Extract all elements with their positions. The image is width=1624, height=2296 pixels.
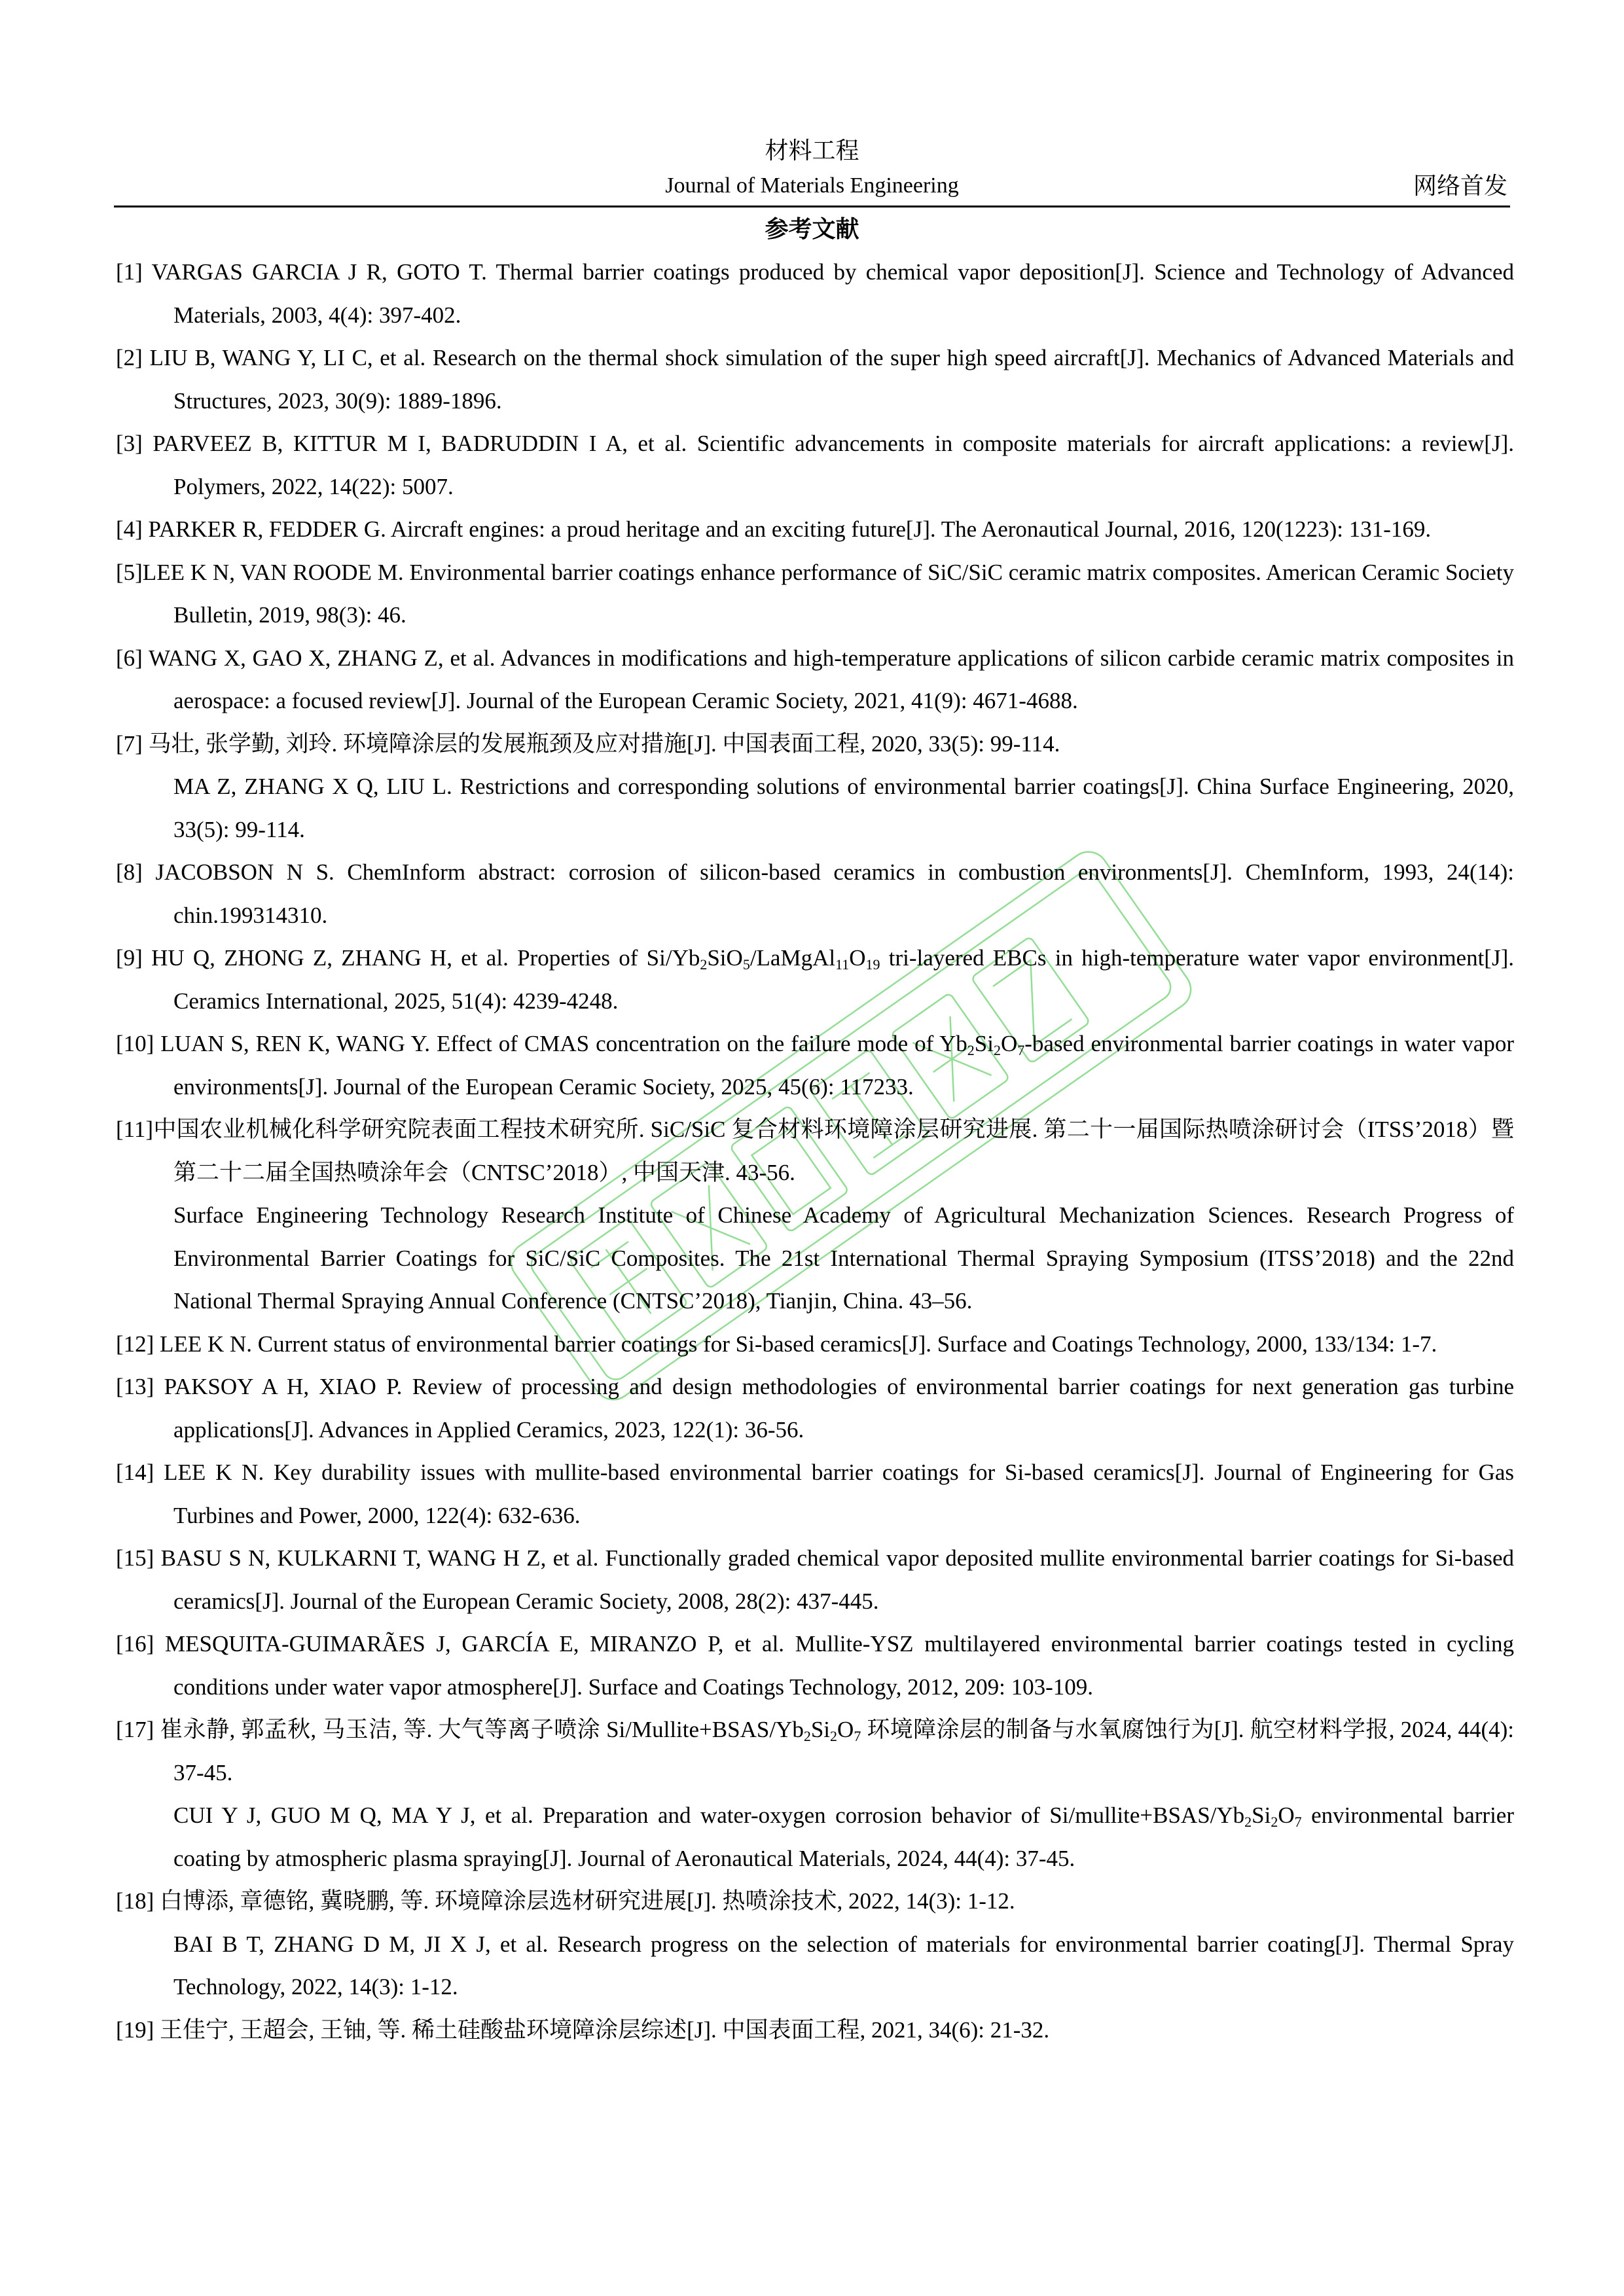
- reference-item: [116, 508, 1514, 551]
- journal-title-en: Journal of Materials Engineering: [665, 173, 959, 198]
- reference-item: [116, 851, 1514, 937]
- reference-item: [116, 1108, 1514, 1323]
- reference-item: [116, 1537, 1514, 1623]
- reference-item: [116, 937, 1514, 1022]
- reference-item: [116, 336, 1514, 422]
- reference-item: [116, 551, 1514, 637]
- reference-list: [116, 251, 1514, 2051]
- reference-text: [9] HU Q, ZHONG Z, ZHANG H, et al. Properties of $Si/Yb_2SiO_5/LaMgAl_{11}O_{19}$ tri-layered EBCs in high-temperature water vapor environment[J]. Ceramics International, 2025, 51(4): 4239-4248.: [116, 945, 1514, 1014]
- header-rule: [114, 206, 1510, 207]
- reference-item: [116, 422, 1514, 508]
- reference-item: [116, 2009, 1514, 2052]
- reference-text: [8] JACOBSON N S. ChemInform abstract: corrosion of silicon-based ceramics in combustion environments[J]. ChemInform, 1993, 24(14): chin.199314310.: [116, 859, 1514, 928]
- reference-text: [2] LIU B, WANG Y, LI C, et al. Research on the thermal shock simulation of the super high speed aircraft[J]. Mechanics of Advanced Materials and Structures, 2023, 30(9): 1889-1896.: [116, 345, 1514, 414]
- reference-text: [19] 王佳宁, 王超会, 王铀, 等. 稀土硅酸盐环境障涂层综述[J]. 中国表面工程, 2021, 34(6): 21-32.: [116, 2017, 1050, 2043]
- reference-text: [6] WANG X, GAO X, ZHANG Z, et al. Advances in modifications and high-temperature applications of silicon carbide ceramic matrix composites in aerospace: a focused review[J]. Journal of the European Ceramic Society, 2021, 41(9): 4671-4688.: [116, 645, 1514, 713]
- reference-item: [116, 637, 1514, 723]
- reference-item: [116, 1880, 1514, 2009]
- reference-text: [4] PARKER R, FEDDER G. Aircraft engines: a proud heritage and an exciting future[J]. The Aeronautical Journal, 2016, 120(1223): 131-169.: [116, 516, 1432, 542]
- reference-item: [116, 1623, 1514, 1708]
- reference-text: [18] 白博添, 章德铭, 冀晓鹏, 等. 环境障涂层选材研究进展[J]. 热喷涂技术, 2022, 14(3): 1-12.: [116, 1888, 1015, 1914]
- reference-text: [1] VARGAS GARCIA J R, GOTO T. Thermal barrier coatings produced by chemical vapor deposition[J]. Science and Technology of Advanced Materials, 2003, 4(4): 397-402.: [116, 259, 1514, 328]
- reference-text: [3] PARVEEZ B, KITTUR M I, BADRUDDIN I A, et al. Scientific advancements in composite materials for aircraft applications: a review[J]. Polymers, 2022, 14(22): 5007.: [116, 431, 1514, 499]
- reference-text: [10] LUAN S, REN K, WANG Y. Effect of CMAS concentration on the failure mode of $Yb_2Si_2O_7$-based environmental barrier coatings in water vapor environments[J]. Journal of the European Ceramic Society, 2025, 45(6): 117233.: [116, 1031, 1514, 1100]
- reference-item: [116, 1708, 1514, 1880]
- reference-text: [11]中国农业机械化科学研究院表面工程技术研究所. SiC/SiC 复合材料环境障涂层研究进展. 第二十一届国际热喷涂研讨会（ITSS’2018）暨第二十二届全国热喷涂年会（CNTSC’2018）, 中国天津. 43-56.: [116, 1117, 1514, 1185]
- online-first-label: 网络首发: [1413, 173, 1507, 199]
- reference-item: [116, 723, 1514, 852]
- reference-item: [116, 1451, 1514, 1537]
- reference-text: [13] PAKSOY A H, XIAO P. Review of processing and design methodologies of environmental barrier coatings for next generation gas turbine applications[J]. Advances in Applied Ceramics, 2023, 122(1): 36-56.: [116, 1374, 1514, 1443]
- reference-item: [116, 1365, 1514, 1451]
- reference-item: [116, 1022, 1514, 1108]
- reference-text: [12] LEE K N. Current status of environmental barrier coatings for Si-based ceramics[J]. Surface and Coatings Technology, 2000, 133/134: 1-7.: [116, 1331, 1437, 1357]
- reference-translation: CUI Y J, GUO M Q, MA Y J, et al. Preparation and water-oxygen corrosion behavior of $Si/mullite+BSAS/Yb_2Si_2O_7$ environmental barrier coating by atmospheric plasma spraying[J]. Journal of Aeronautical Materials, 2024, 44(4): 37-45.: [173, 1803, 1514, 1871]
- reference-item: [116, 251, 1514, 336]
- reference-translation: BAI B T, ZHANG D M, JI X J, et al. Research progress on the selection of materials for environmental barrier coating[J]. Thermal Spray Technology, 2022, 14(3): 1-12.: [173, 1931, 1514, 2000]
- reference-translation: MA Z, ZHANG X Q, LIU L. Restrictions and corresponding solutions of environmental barrier coatings[J]. China Surface Engineering, 2020, 33(5): 99-114.: [173, 774, 1514, 842]
- reference-translation: Surface Engineering Technology Research Institute of Chinese Academy of Agricultural Mechanization Sciences. Research Progress of Environmental Barrier Coatings for SiC/SiC Composites. The 21st International Thermal Spraying Symposium (ITSS’2018) and the 22nd National Thermal Spraying Annual Conference (CNTSC’2018), Tianjin, China. 43–56.: [173, 1202, 1514, 1314]
- journal-title-cn: 材料工程: [765, 137, 859, 164]
- reference-text: [16] MESQUITA-GUIMARÃES J, GARCÍA E, MIRANZO P, et al. Mullite-YSZ multilayered environmental barrier coatings tested in cycling conditions under water vapor atmosphere[J]. Surface and Coatings Technology, 2012, 209: 103-109.: [116, 1631, 1514, 1700]
- reference-text: [17] 崔永静, 郭孟秋, 马玉洁, 等. 大气等离子喷涂 $Si/Mullite+BSAS/Yb_2Si_2O_7$ 环境障涂层的制备与水氧腐蚀行为[J]. 航空材料学报, 2024, 44(4): 37-45.: [116, 1717, 1514, 1785]
- references-heading: 参考文献: [765, 216, 859, 242]
- reference-text: [5]LEE K N, VAN ROODE M. Environmental barrier coatings enhance performance of SiC/SiC ceramic matrix composites. American Ceramic Society Bulletin, 2019, 98(3): 46.: [116, 559, 1514, 628]
- reference-item: [116, 1323, 1514, 1366]
- reference-text: [7] 马壮, 张学勤, 刘玲. 环境障涂层的发展瓶颈及应对措施[J]. 中国表面工程, 2020, 33(5): 99-114.: [116, 730, 1060, 757]
- reference-text: [14] LEE K N. Key durability issues with mullite-based environmental barrier coatings for Si-based ceramics[J]. Journal of Engineering for Gas Turbines and Power, 2000, 122(4): 632-636.: [116, 1460, 1514, 1528]
- reference-text: [15] BASU S N, KULKARNI T, WANG H Z, et al. Functionally graded chemical vapor deposited mullite environmental barrier coatings for Si-based ceramics[J]. Journal of the European Ceramic Society, 2008, 28(2): 437-445.: [116, 1545, 1514, 1614]
